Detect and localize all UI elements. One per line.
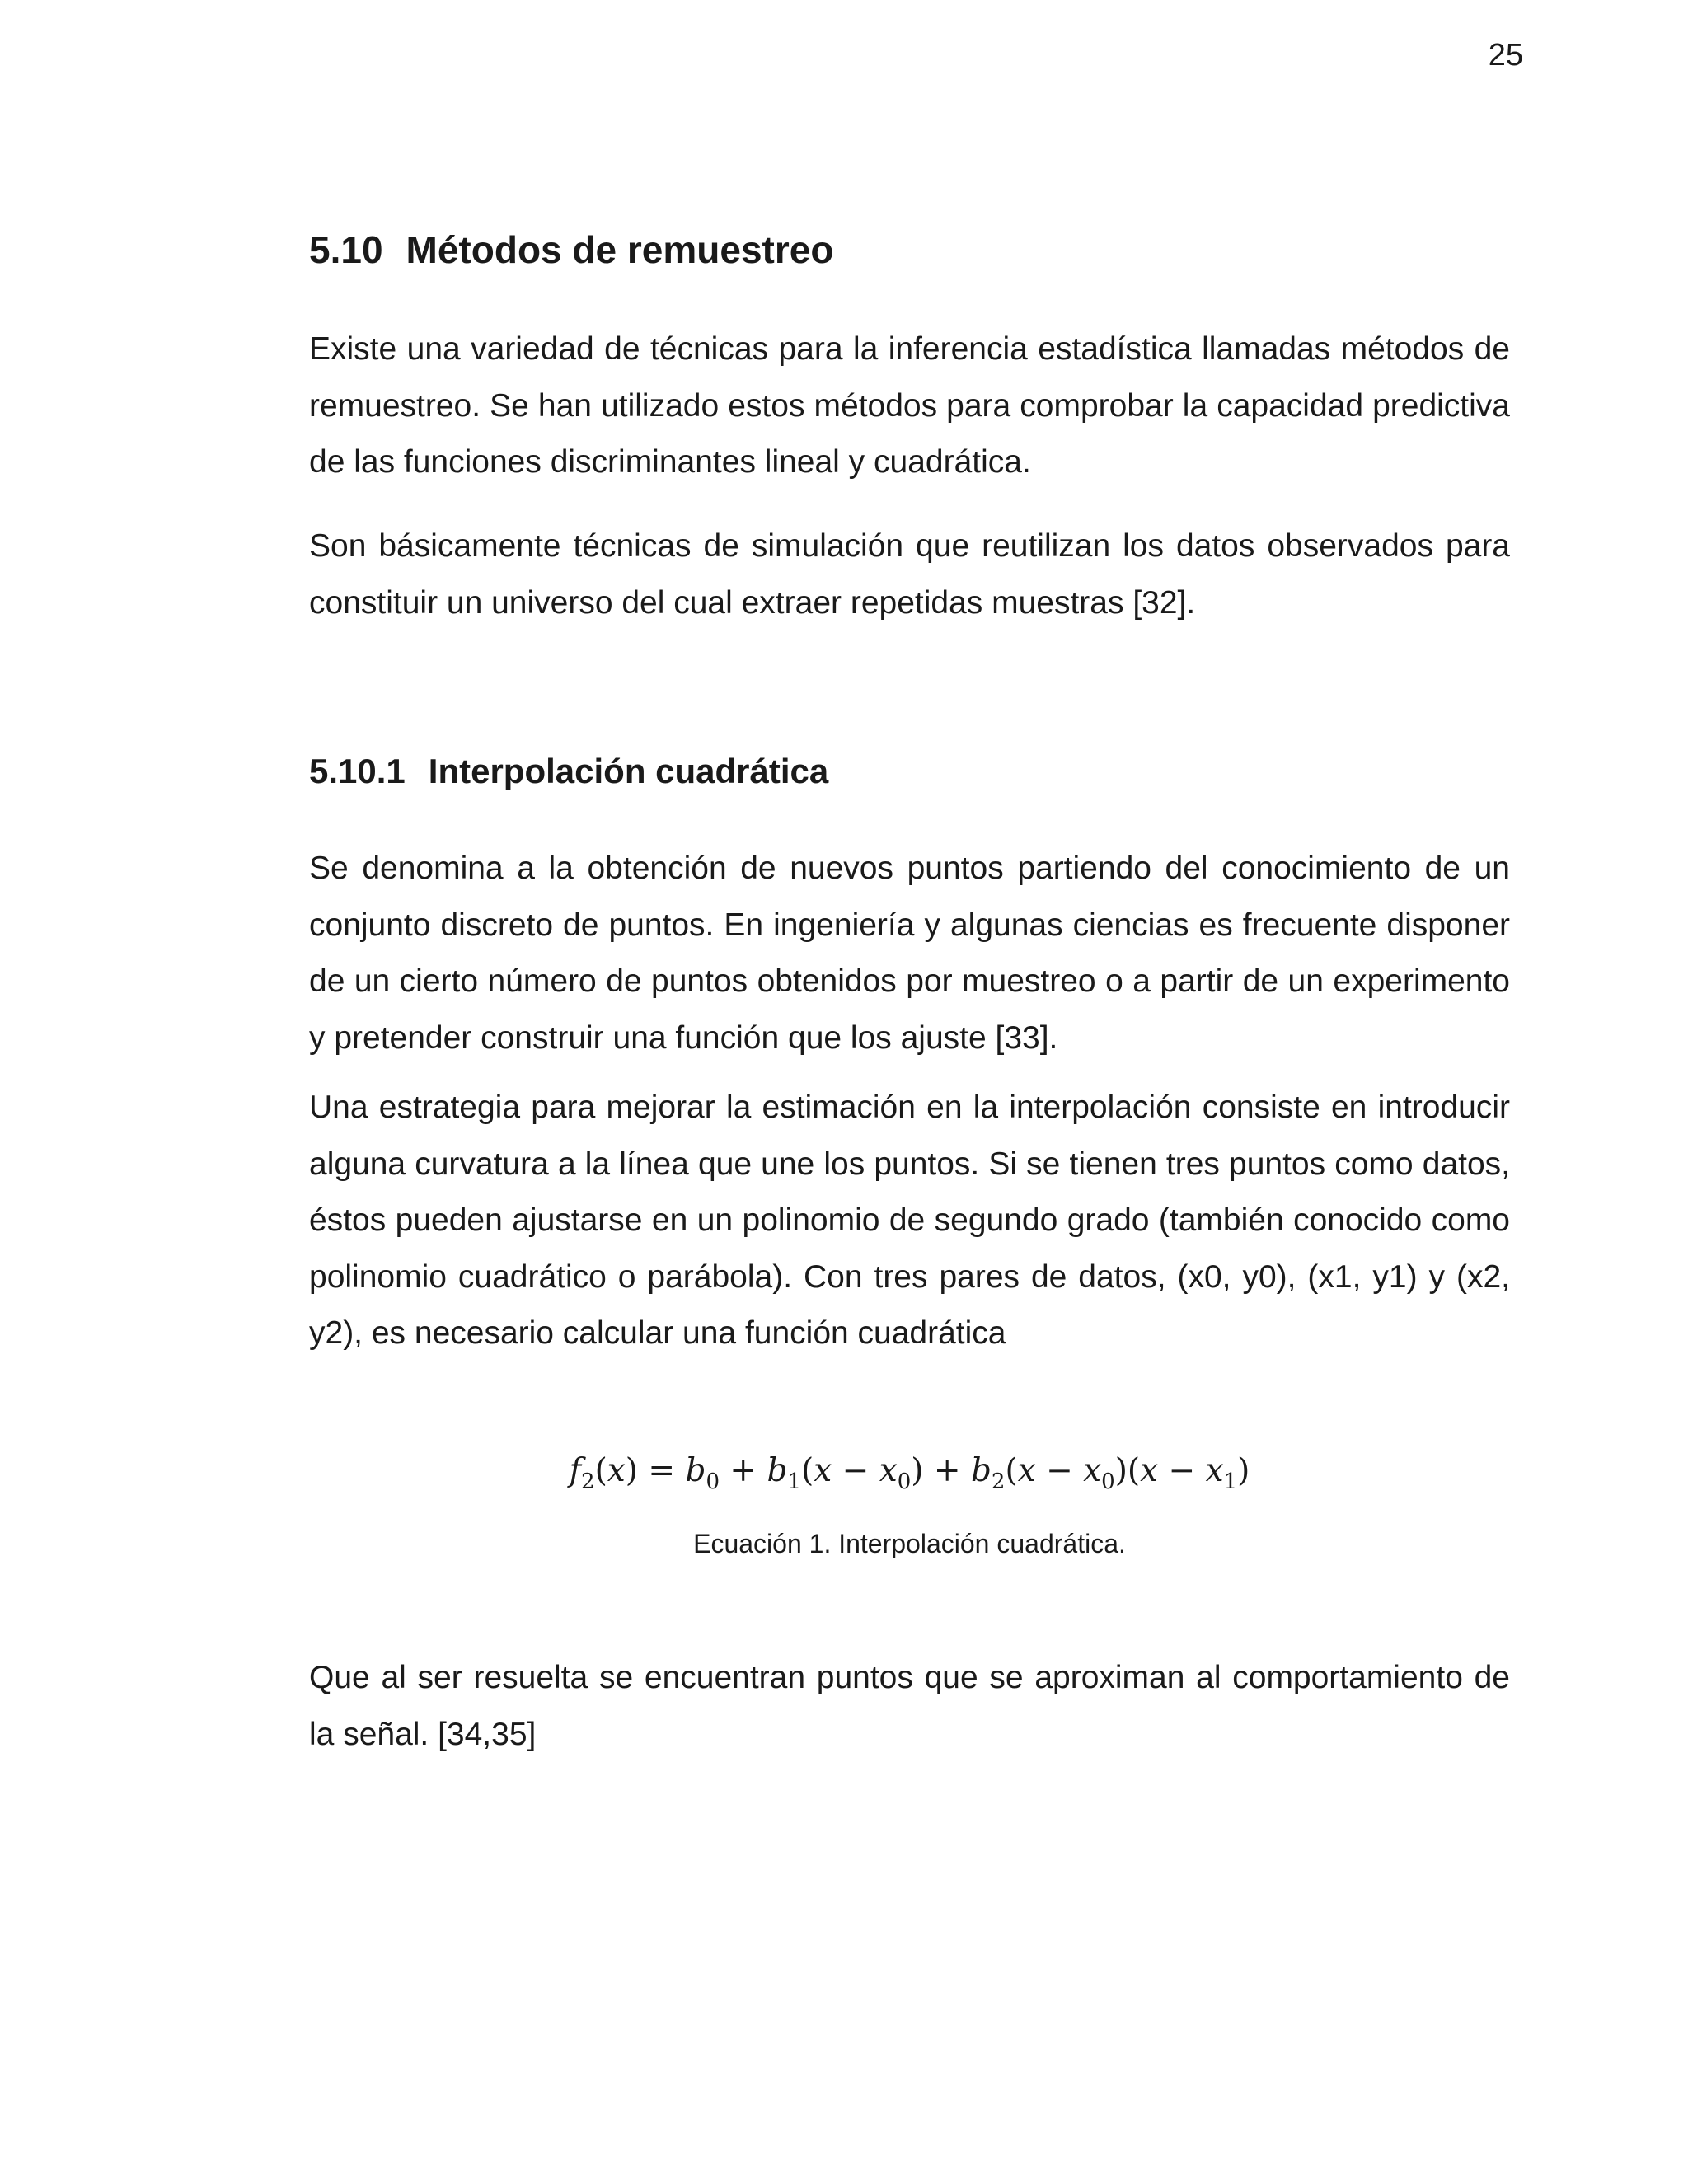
section-paragraph-2: Son básicamente técnicas de simulación que reutilizan los datos observados para constituir un universo del cual extraer repetidas muestras [32]. (309, 528, 1510, 621)
equation-caption: Ecuación 1. Interpolación cuadrática. (693, 1529, 1126, 1558)
section-title: Métodos de remuestreo (406, 228, 834, 271)
subsection-heading (309, 752, 828, 791)
section-heading (309, 227, 833, 272)
equation: $f_2(x) = b_0 + b_1(x - x_0) + b_2(x - x_0)(x - x_1)$ (569, 1452, 1250, 1494)
section-paragraph-1: Existe una variedad de técnicas para la inferencia estadística llamadas métodos de remuestreo. Se han utilizado estos métodos para comprobar la capacidad predictiva de las funciones discriminantes lineal y cuadrática. (309, 331, 1510, 480)
subsection-title: Interpolación cuadrática (428, 752, 829, 790)
subsection-paragraph-1: Se denomina a la obtención de nuevos puntos partiendo del conocimiento de un conjunto discreto de puntos. En ingeniería y algunas ciencias es frecuente disponer de un cierto número de puntos obtenidos por muestreo o a partir de un experimento y pretender construir una función que los ajuste [33]. (309, 851, 1510, 1056)
closing-paragraph: Que al ser resuelta se encuentran puntos que se aproximan al comportamiento de la señal. [34,35] (309, 1660, 1510, 1752)
eq-f: f (569, 1452, 582, 1489)
page-number: 25 (1488, 38, 1523, 73)
section-number: 5.10 (309, 228, 383, 271)
subsection-paragraph-2: Una estrategia para mejorar la estimación en la interpolación consiste en introducir alguna curvatura a la línea que une los puntos. Si se tienen tres puntos como datos, éstos pueden ajustarse en un polinomio de segundo grado (también conocido como polinomio cuadrático o parábola). Con tres pares de datos, (x0, y0), (x1, y1) y (x2, y2), es necesario calcular una función cuadrática (309, 1090, 1510, 1351)
subsection-number: 5.10.1 (309, 752, 406, 790)
